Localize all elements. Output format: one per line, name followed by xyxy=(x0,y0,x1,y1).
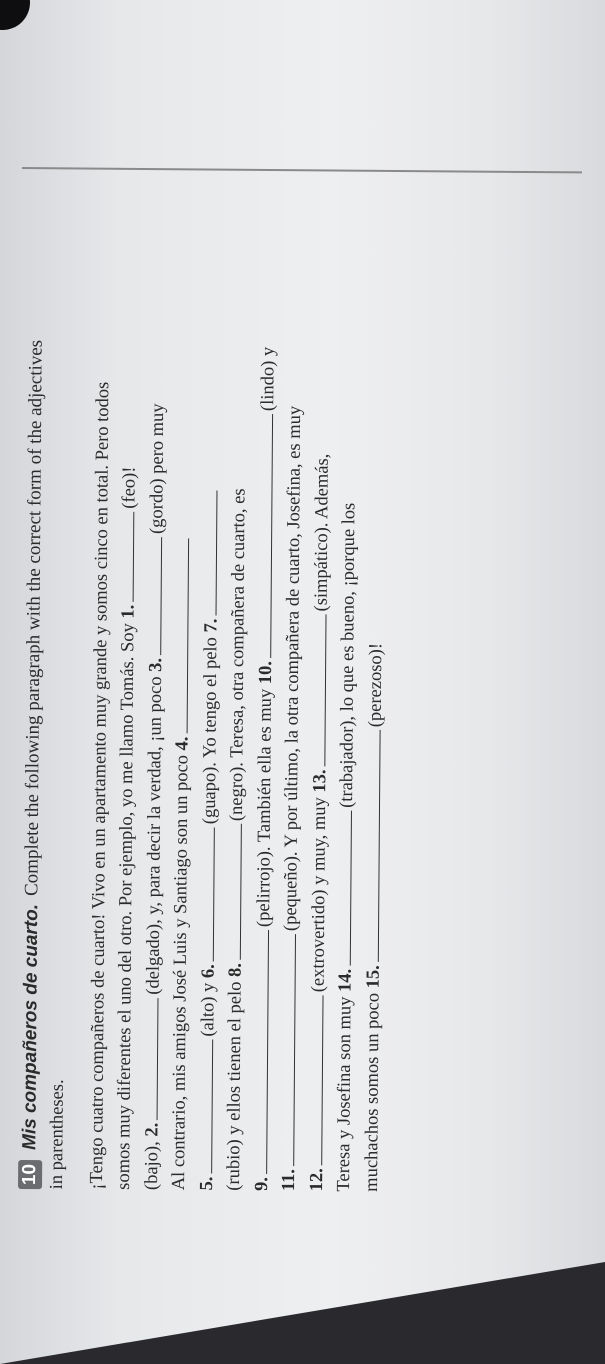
blank-number-12: 12. xyxy=(306,1168,327,1192)
answer-blank-1[interactable] xyxy=(132,512,135,602)
text-segment: (alto) y xyxy=(197,977,219,1037)
answer-blank-14[interactable] xyxy=(349,811,352,966)
text-segment: (gordo) pero muy xyxy=(146,403,168,535)
text-segment: Al contrario, mis amigos José Luis y Santiago son un poco xyxy=(168,750,193,1191)
exercise-number: 10 xyxy=(18,1160,42,1189)
worksheet xyxy=(18,129,394,1192)
text-segment: (bajo), xyxy=(141,1136,162,1191)
blank-number-13: 13. xyxy=(309,769,330,793)
blank-number-1: 1. xyxy=(118,604,139,619)
text-segment: (guapo). Yo tengo el pelo xyxy=(199,632,221,825)
blank-number-9: 9. xyxy=(251,1176,272,1191)
text-segment: somos muy diferentes el uno del otro. Por ejemplo, yo me llamo Tomás. Soy xyxy=(113,618,139,1190)
answer-blank-13[interactable] xyxy=(323,614,326,766)
blank-number-7: 7. xyxy=(200,618,221,633)
blank-number-15: 15. xyxy=(363,965,384,989)
answer-blank-5[interactable] xyxy=(210,1040,213,1174)
answer-blank-15[interactable] xyxy=(376,730,380,962)
answer-blank-10[interactable] xyxy=(269,414,273,658)
blank-number-8: 8. xyxy=(225,963,246,978)
text-segment: (negro). Teresa, otra compañera de cuarto, es xyxy=(226,488,250,822)
text-segment: (simpático). Además, xyxy=(311,453,333,612)
answer-blank-12[interactable] xyxy=(320,995,323,1165)
text-segment: (feo)! xyxy=(119,466,140,509)
answer-blank-6[interactable] xyxy=(211,827,214,961)
text-segment: (lindo) y xyxy=(257,346,279,412)
answer-blank-2[interactable] xyxy=(155,998,158,1120)
text-segment: (pelirrojo). También ella es muy xyxy=(253,684,276,928)
answer-blank-7[interactable] xyxy=(214,491,217,616)
text-segment: muchachos somos un poco xyxy=(361,988,384,1192)
answer-blank-4[interactable] xyxy=(186,539,190,734)
text-segment: (pequeño). Y por último, la otra compañera de cuarto, Josefina, es muy xyxy=(281,405,306,932)
answer-blank-9[interactable] xyxy=(265,930,269,1174)
blank-number-10: 10. xyxy=(255,660,276,685)
rotated-content xyxy=(0,114,605,1364)
blank-number-2: 2. xyxy=(141,1122,163,1137)
blank-number-14: 14. xyxy=(335,968,356,993)
text-segment: (trabajador), lo que es bueno, ¡porque los xyxy=(337,502,360,808)
answer-blank-8[interactable] xyxy=(239,824,242,960)
answer-blank-3[interactable] xyxy=(159,537,162,655)
exercise-title: Mis compañeros de cuarto. xyxy=(19,903,43,1151)
blank-number-11: 11. xyxy=(278,1168,300,1192)
text-segment: (rubio) y ellos tienen el pelo xyxy=(223,976,246,1191)
answer-blank-11[interactable] xyxy=(292,934,296,1166)
blank-number-3: 3. xyxy=(145,657,166,672)
text-segment: Teresa y Josefina son muy xyxy=(333,991,356,1192)
blank-number-6: 6. xyxy=(198,964,219,979)
text-segment: (extrovertido) y muy, muy xyxy=(308,792,330,993)
text-segment: (delgado), y, para decir la verdad, ¡un poco xyxy=(143,671,166,995)
paragraph xyxy=(83,130,394,1192)
blank-number-5: 5. xyxy=(196,1176,217,1191)
instructions-line-1: Complete the following paragraph with the correct form of the adjectives xyxy=(21,339,47,897)
text-segment: (perezoso)! xyxy=(365,642,386,728)
paragraph-line-1: ¡Tengo cuatro compañeros de cuarto! Vivo en un apartamento muy grande y somos cinco en total. Pero todos xyxy=(86,381,113,1190)
instructions-line-2: in parentheses. xyxy=(46,1079,68,1190)
blank-number-4: 4. xyxy=(172,736,193,751)
